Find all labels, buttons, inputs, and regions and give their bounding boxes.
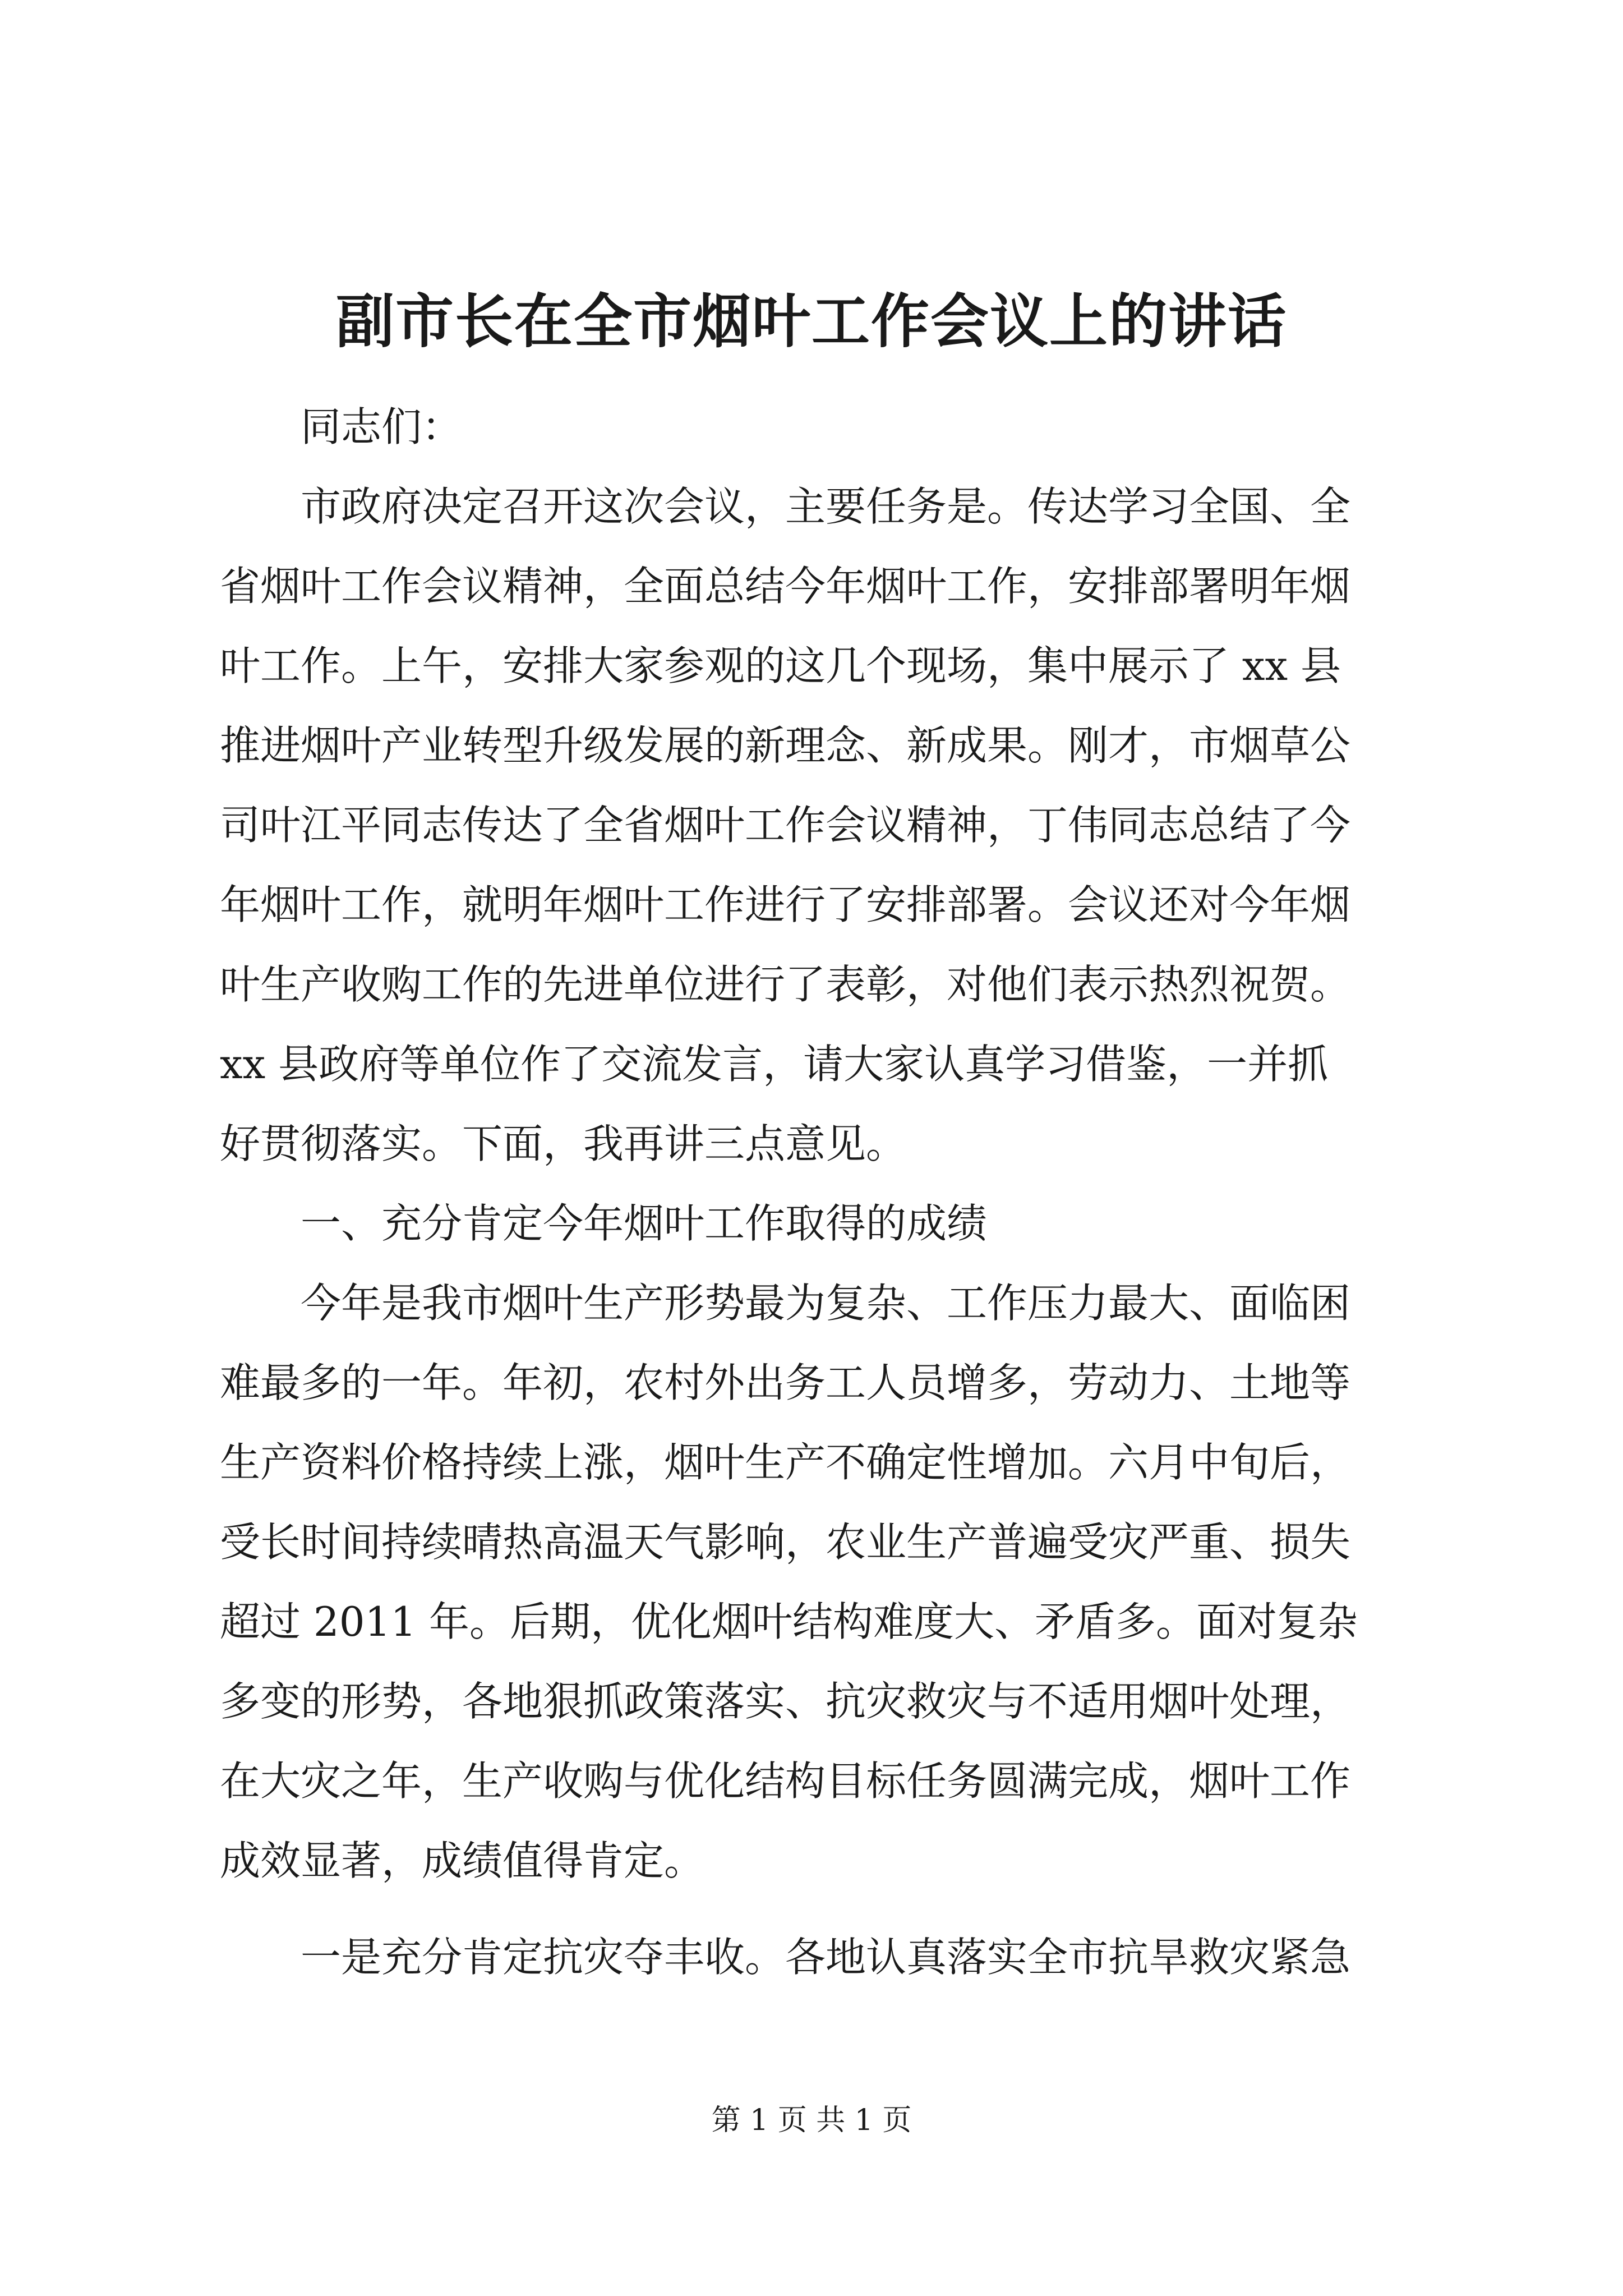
paragraph-line: 今年是我市烟叶生产形势最为复杂、工作压力最大、面临困 [301,1280,1351,1327]
paragraph-line: 叶工作。上午，安排大家参观的这几个现场，集中展示了 xx 县 [220,642,1341,689]
paragraph-line: 成效显著，成绩值得肯定。 [220,1837,705,1884]
page-footer: 第 1 页 共 1 页 [711,2104,912,2137]
paragraph-gap [220,1901,1436,1917]
paragraph-line: 省烟叶工作会议精神，全面总结今年烟叶工作，安排部署明年烟 [220,563,1351,610]
paragraph-line: 难最多的一年。年初，农村外出务工人员增多，劳动力、土地等 [220,1359,1351,1406]
paragraph-line: 叶生产收购工作的先进单位进行了表彰，对他们表示热烈祝贺。 [220,961,1351,1008]
paragraph-line: 推进烟叶产业转型升级发展的新理念、新成果。刚才，市烟草公 [220,722,1351,769]
paragraph-line: 受长时间持续晴热高温天气影响，农业生产普遍受灾严重、损失 [220,1519,1351,1566]
paragraph-line: 年烟叶工作，就明年烟叶工作进行了安排部署。会议还对今年烟 [220,881,1351,928]
document-body [220,387,1436,1997]
paragraph-line: 市政府决定召开这次会议，主要任务是。传达学习全国、全 [301,483,1351,530]
paragraph-line: 生产资料价格持续上涨，烟叶生产不确定性增加。六月中旬后， [220,1439,1351,1486]
paragraph-line: 一是充分肯定抗灾夺丰收。各地认真落实全市抗旱救灾紧急 [301,1934,1351,1981]
salutation: 同志们： [301,403,463,450]
paragraph-line: xx 县政府等单位作了交流发言，请大家认真学习借鉴，一并抓 [220,1041,1329,1088]
paragraph-line: 好贯彻落实。下面，我再讲三点意见。 [220,1120,907,1167]
paragraph-line: 在大灾之年，生产收购与优化结构目标任务圆满完成，烟叶工作 [220,1757,1351,1805]
paragraph-line: 司叶江平同志传达了全省烟叶工作会议精神，丁伟同志总结了今 [220,802,1351,849]
section-heading: 一、充分肯定今年烟叶工作取得的成绩 [301,1200,988,1247]
paragraph-line: 超过 2011 年。后期，优化烟叶结构难度大、矛盾多。面对复杂 [220,1598,1358,1645]
document-title: 副市长在全市烟叶工作会议上的讲话 [335,287,1287,356]
paragraph-line: 多变的形势，各地狠抓政策落实、抗灾救灾与不适用烟叶处理， [220,1678,1351,1725]
